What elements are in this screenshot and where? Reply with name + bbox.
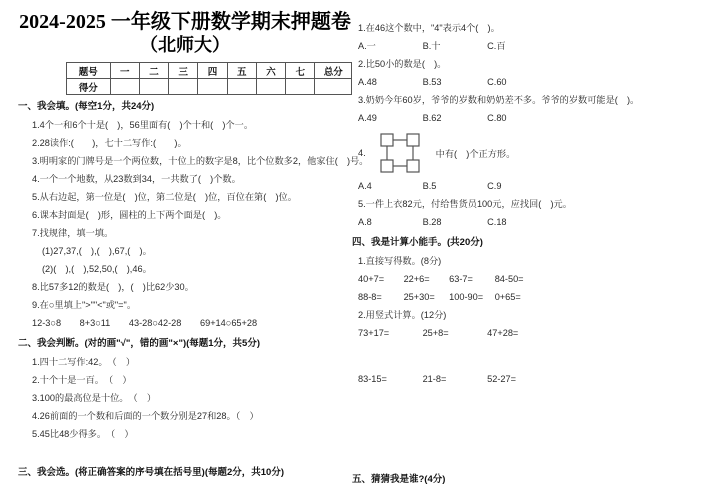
section4-sub1: 1.直接写得数。(8分) — [358, 256, 442, 266]
question-4-text: 中有( )个正方形。 — [435, 149, 516, 159]
fill-question-7: 7.找规律，填一填。 — [32, 228, 114, 238]
choice-question-2: 2.比50小的数是( )。 — [358, 59, 447, 69]
section2-heading: 二、我会判断。(对的画"√"，错的画"×")(每题1分，共5分) — [18, 338, 261, 349]
judge-question-1: 1.四十二写作:42。 （ ） — [32, 357, 136, 367]
calc-item: 21-8= — [422, 374, 447, 384]
calc-item: 25+30= — [403, 292, 435, 302]
exam-title: 2024-2025 一年级下册数学期末押题卷 — [19, 11, 351, 33]
score-empty-cell — [315, 79, 352, 95]
choice-5-options — [358, 216, 702, 228]
option-a: A.一 — [358, 41, 376, 51]
score-label-cell: 得分 — [67, 79, 111, 95]
score-table-header-cell: 五 — [227, 63, 256, 79]
fill-question-9: 9.在○里填上">""<"或"="。 — [32, 300, 137, 310]
score-table-header-cell: 二 — [139, 63, 168, 79]
calc-item: 40+7= — [358, 274, 385, 284]
option-a: A.48 — [358, 77, 377, 87]
score-empty-cell — [110, 79, 139, 95]
comparison-row — [32, 317, 352, 329]
choice-4-options — [358, 180, 702, 192]
overlapping-squares-figure — [374, 130, 426, 176]
calc-item: 63-7= — [449, 274, 473, 284]
comparison-item: 8+3○11 — [79, 318, 111, 328]
score-table-header-cell: 六 — [256, 63, 285, 79]
score-empty-cell — [256, 79, 285, 95]
score-table-score-row — [67, 79, 352, 95]
section4-sub2: 2.用竖式计算。(12分) — [358, 310, 447, 320]
fill-question-7-2: (2)( ),( ),52,50,( ),46。 — [42, 264, 152, 274]
fill-question-3: 3.明明家的门牌号是一个两位数，十位上的数字是8，比个位数多2，他家住( )号。 — [32, 156, 369, 166]
option-b: B.5 — [422, 181, 437, 191]
score-table-header-cell: 三 — [169, 63, 198, 79]
calc-item: 84-50= — [494, 274, 524, 284]
section4-heading: 四、我是计算小能手。(共20分) — [352, 237, 483, 248]
score-table-header-cell: 题号 — [67, 63, 111, 79]
choice-3-options — [358, 112, 702, 124]
judge-question-2: 2.十个十是一百。 （ ） — [32, 375, 132, 385]
option-a: A.8 — [358, 217, 372, 227]
right-column — [352, 0, 702, 486]
option-a: A.4 — [358, 181, 372, 191]
score-empty-cell — [198, 79, 227, 95]
calc-item: 100-90= — [449, 292, 484, 302]
option-c: C.18 — [487, 217, 507, 227]
score-table-header-cell: 七 — [286, 63, 315, 79]
comparison-item: 69+14○65+28 — [199, 318, 258, 328]
choice-question-1: 1.在46这个数中，"4"表示4个( )。 — [358, 23, 500, 33]
choice-question-3: 3.奶奶今年60岁，爷爷的岁数和奶奶差不多。爷爷的岁数可能是( )。 — [358, 95, 640, 105]
option-a: A.49 — [358, 113, 377, 123]
fill-question-8: 8.比57多12的数是( )，( )比62少30。 — [32, 282, 194, 292]
vertical-calc-row-1 — [358, 327, 702, 339]
fill-question-2: 2.28读作:( )，七十二写作:( )。 — [32, 138, 187, 148]
option-c: C.80 — [487, 113, 507, 123]
calc-item: 83-15= — [358, 374, 387, 384]
direct-calc-row-1 — [358, 273, 702, 285]
fill-question-7-1: (1)27,37,( ),( ),67,( )。 — [42, 246, 152, 256]
comparison-item: 12-3○8 — [32, 318, 62, 328]
judge-question-3: 3.100的最高位是十位。 （ ） — [32, 393, 157, 403]
option-b: B.十 — [422, 41, 441, 51]
direct-calc-row-2 — [358, 291, 702, 303]
fill-question-1: 1.4个一和6个十是( )，56里面有( )个十和( )个一。 — [32, 120, 254, 130]
section1-heading: 一、我会填。(每空1分，共24分) — [18, 101, 155, 112]
calc-item: 47+28= — [487, 328, 519, 338]
choice-1-options — [358, 40, 702, 52]
score-empty-cell — [139, 79, 168, 95]
fill-question-5: 5.从右边起，第一位是( )位，第二位是( )位，百位在第( )位。 — [32, 192, 297, 202]
option-c: C.百 — [487, 41, 506, 51]
calc-item: 25+8= — [422, 328, 449, 338]
calc-item: 52-27= — [487, 374, 516, 384]
score-empty-cell — [169, 79, 198, 95]
judge-question-4: 4.26前面的一个数和后面的一个数分别是27和28。（ ） — [32, 411, 259, 421]
fill-question-4: 4.一个一个地数，从23数到34，一共数了( )个数。 — [32, 174, 241, 184]
choice-question-4 — [358, 130, 702, 176]
calc-item: 22+6= — [403, 274, 430, 284]
option-b: B.53 — [422, 77, 442, 87]
calc-item: 0+65= — [494, 292, 521, 302]
option-c: C.60 — [487, 77, 507, 87]
score-table-header-cell: 总分 — [315, 63, 352, 79]
option-c: C.9 — [487, 181, 502, 191]
judge-question-5: 5.45比48少得多。 （ ） — [32, 429, 134, 439]
fill-question-6: 6.课本封面是( )形，圆柱的上下两个面是( )。 — [32, 210, 227, 220]
score-table — [66, 62, 352, 95]
option-b: B.28 — [422, 217, 442, 227]
calc-item: 73+17= — [358, 328, 390, 338]
section5-heading: 五、猜猜我是谁?(4分) — [352, 474, 446, 485]
score-table-header-row — [67, 63, 352, 79]
section3-heading: 三、我会选。(将正确答案的序号填在括号里)(每题2分，共10分) — [18, 467, 285, 478]
comparison-item: 43-28○42-28 — [128, 318, 182, 328]
score-table-header-cell: 一 — [110, 63, 139, 79]
question-4-number: 4. — [358, 148, 366, 158]
score-table-header-cell: 四 — [198, 63, 227, 79]
choice-question-5: 5.一件上衣82元，付给售货员100元，应找回( )元。 — [358, 199, 572, 209]
calc-item: 88-8= — [358, 292, 382, 302]
option-b: B.62 — [422, 113, 442, 123]
exam-subtitle: （北师大） — [140, 35, 230, 55]
vertical-calc-row-2 — [358, 373, 702, 385]
score-empty-cell — [227, 79, 256, 95]
score-empty-cell — [286, 79, 315, 95]
choice-2-options — [358, 76, 702, 88]
